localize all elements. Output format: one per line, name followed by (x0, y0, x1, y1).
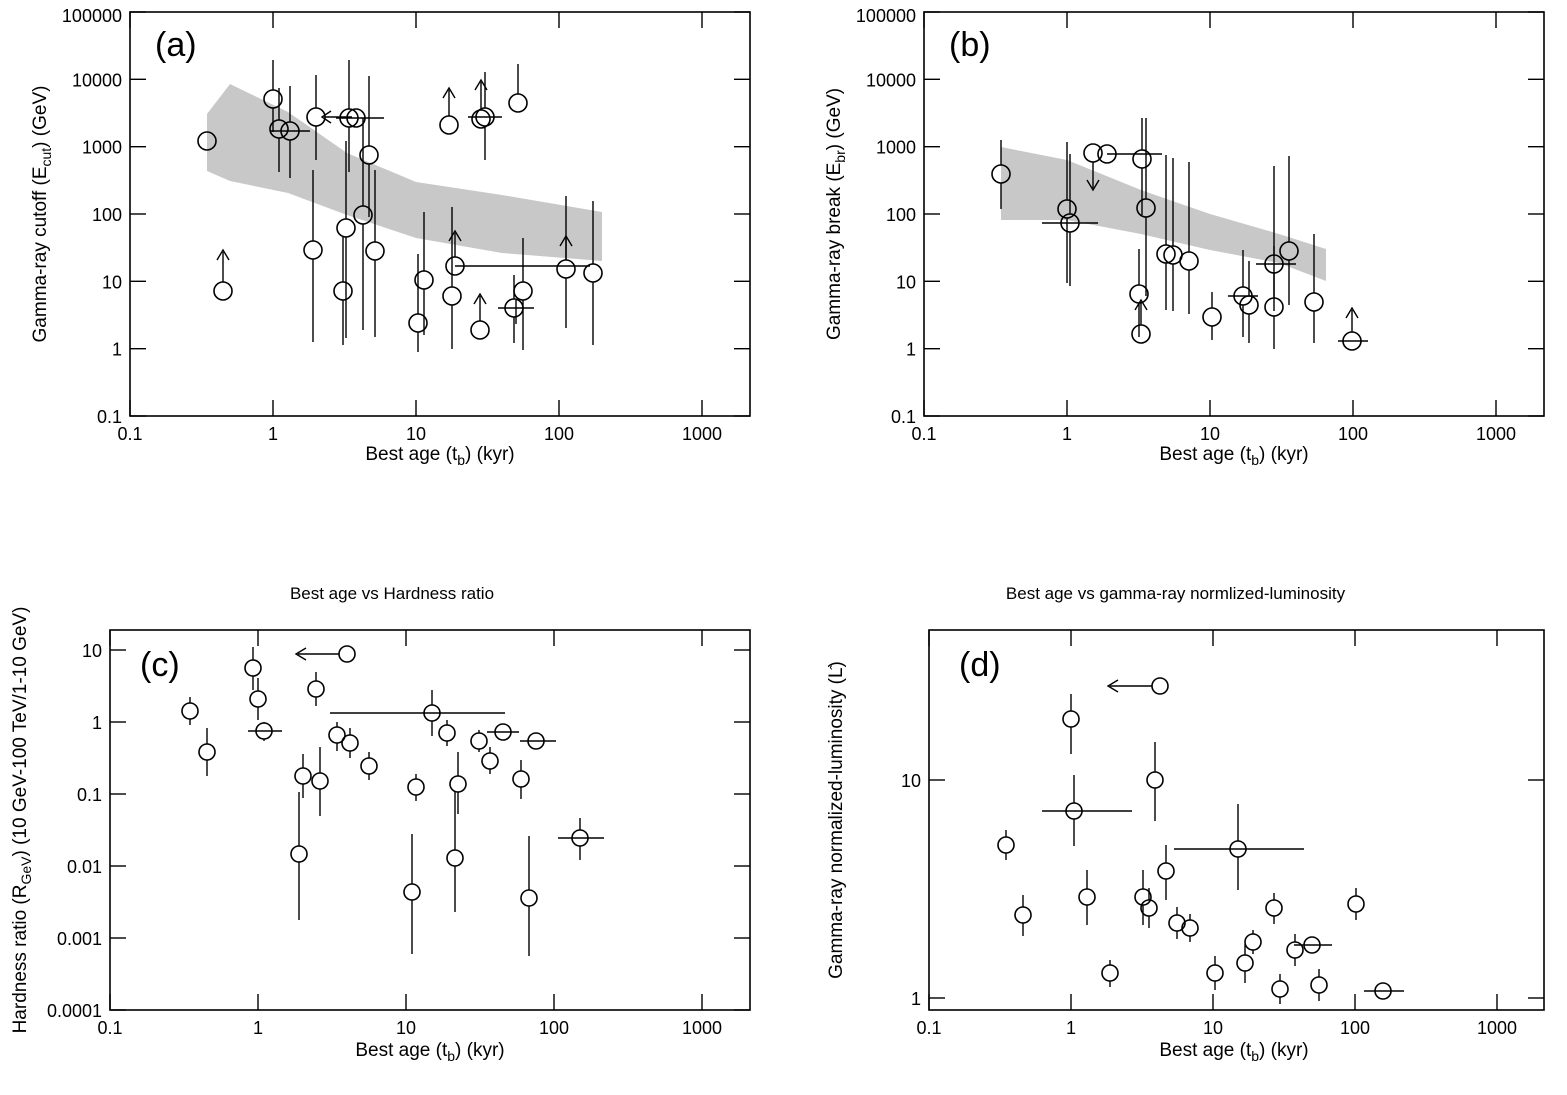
svg-text:10: 10 (895, 272, 916, 293)
svg-text:10: 10 (1199, 424, 1221, 444)
panel-a-xlabel: Best age $(t_b)$ (kyr) (365, 444, 515, 468)
panel-d-axes-frame (929, 630, 1544, 1010)
svg-text:1: 1 (111, 339, 122, 360)
svg-text:100: 100 (1339, 1018, 1371, 1038)
svg-text:0.1: 0.1 (76, 785, 102, 805)
svg-text:1: 1 (1065, 1018, 1077, 1038)
svg-text:100: 100 (1337, 424, 1369, 444)
panel-a (0, 0, 784, 470)
svg-text:10: 10 (405, 424, 427, 444)
svg-text:1000: 1000 (81, 137, 122, 158)
panel-d (784, 580, 1567, 1095)
panel-c (0, 580, 784, 1095)
svg-text:100: 100 (543, 424, 575, 444)
svg-text:1: 1 (1061, 424, 1073, 444)
svg-text:10: 10 (900, 771, 921, 791)
svg-text:1000: 1000 (1475, 424, 1517, 444)
panel-b (784, 0, 1567, 470)
panel-a-plot (0, 0, 784, 470)
svg-text:1000: 1000 (875, 137, 916, 158)
panel-a-letter: (a) (155, 26, 197, 64)
panel-b-confidence-band (1001, 147, 1326, 281)
svg-text:1000: 1000 (681, 1018, 723, 1038)
svg-text:100: 100 (538, 1018, 570, 1038)
panel-d-plot (784, 580, 1567, 1095)
svg-text:0.1: 0.1 (97, 1018, 123, 1038)
panel-d-ylabel: Gamma-ray normalized-luminosity (L) (826, 661, 847, 979)
svg-text:1000: 1000 (1476, 1018, 1518, 1038)
panel-a-ylabel: Gamma-ray cutoff $(E_{cut})$ (GeV) (30, 85, 54, 343)
svg-text:0.1: 0.1 (117, 424, 143, 444)
svg-text:1000: 1000 (681, 424, 723, 444)
svg-text:1: 1 (905, 339, 916, 360)
panel-c-axes-frame (110, 630, 750, 1010)
panel-c-letter: (c) (140, 646, 180, 684)
panel-b-plot (784, 0, 1567, 470)
panel-d-xlabel: Best age $(t_b)$ (kyr) (1159, 1040, 1309, 1064)
panel-c-plot (0, 580, 784, 1095)
panel-c-data-points (182, 646, 604, 956)
svg-text:1: 1 (910, 989, 921, 1009)
svg-text:0.1: 0.1 (96, 407, 122, 427)
svg-text:100: 100 (885, 205, 916, 225)
panel-c-x-ticks (97, 630, 722, 1038)
panel-d-letter: (d) (959, 646, 1001, 684)
svg-text:0.1: 0.1 (916, 1018, 942, 1038)
svg-text:10: 10 (1202, 1018, 1224, 1038)
svg-text:0.1: 0.1 (911, 424, 937, 444)
svg-text:100000: 100000 (61, 6, 122, 26)
panel-b-ylabel: Gamma-ray break $(E_{br})$ (GeV) (824, 87, 848, 341)
panel-c-xlabel: Best age $(t_b)$ (kyr) (355, 1040, 505, 1064)
svg-text:10: 10 (395, 1018, 417, 1038)
svg-text:100000: 100000 (855, 6, 916, 26)
panel-c-ylabel: Hardness ratio $(R_{GeV})$ (10 GeV-100 TeV/1-10 GeV) (10, 606, 34, 1034)
svg-text:1: 1 (267, 424, 279, 444)
svg-text:0.001: 0.001 (56, 929, 102, 949)
panel-b-xlabel: Best age $(t_b)$ (kyr) (1159, 444, 1309, 468)
panel-a-confidence-band (207, 84, 602, 261)
svg-text:0.1: 0.1 (890, 407, 916, 427)
panel-b-letter: (b) (949, 26, 991, 64)
svg-text:0.0001: 0.0001 (46, 1001, 102, 1021)
svg-text:1: 1 (252, 1018, 264, 1038)
svg-text:0.01: 0.01 (66, 857, 102, 877)
panel-c-y-ticks (47, 641, 750, 1021)
svg-text:10: 10 (101, 272, 122, 293)
panel-d-title: Best age vs gamma-ray normlized-luminosity (1005, 584, 1346, 603)
svg-text:10000: 10000 (71, 70, 122, 91)
panel-d-data-points (998, 678, 1404, 1004)
svg-text:1: 1 (91, 713, 102, 733)
svg-text:100: 100 (91, 205, 122, 225)
svg-text:10000: 10000 (865, 70, 916, 91)
svg-text:10: 10 (81, 641, 102, 661)
panel-c-title: Best age vs Hardness ratio (289, 584, 495, 603)
